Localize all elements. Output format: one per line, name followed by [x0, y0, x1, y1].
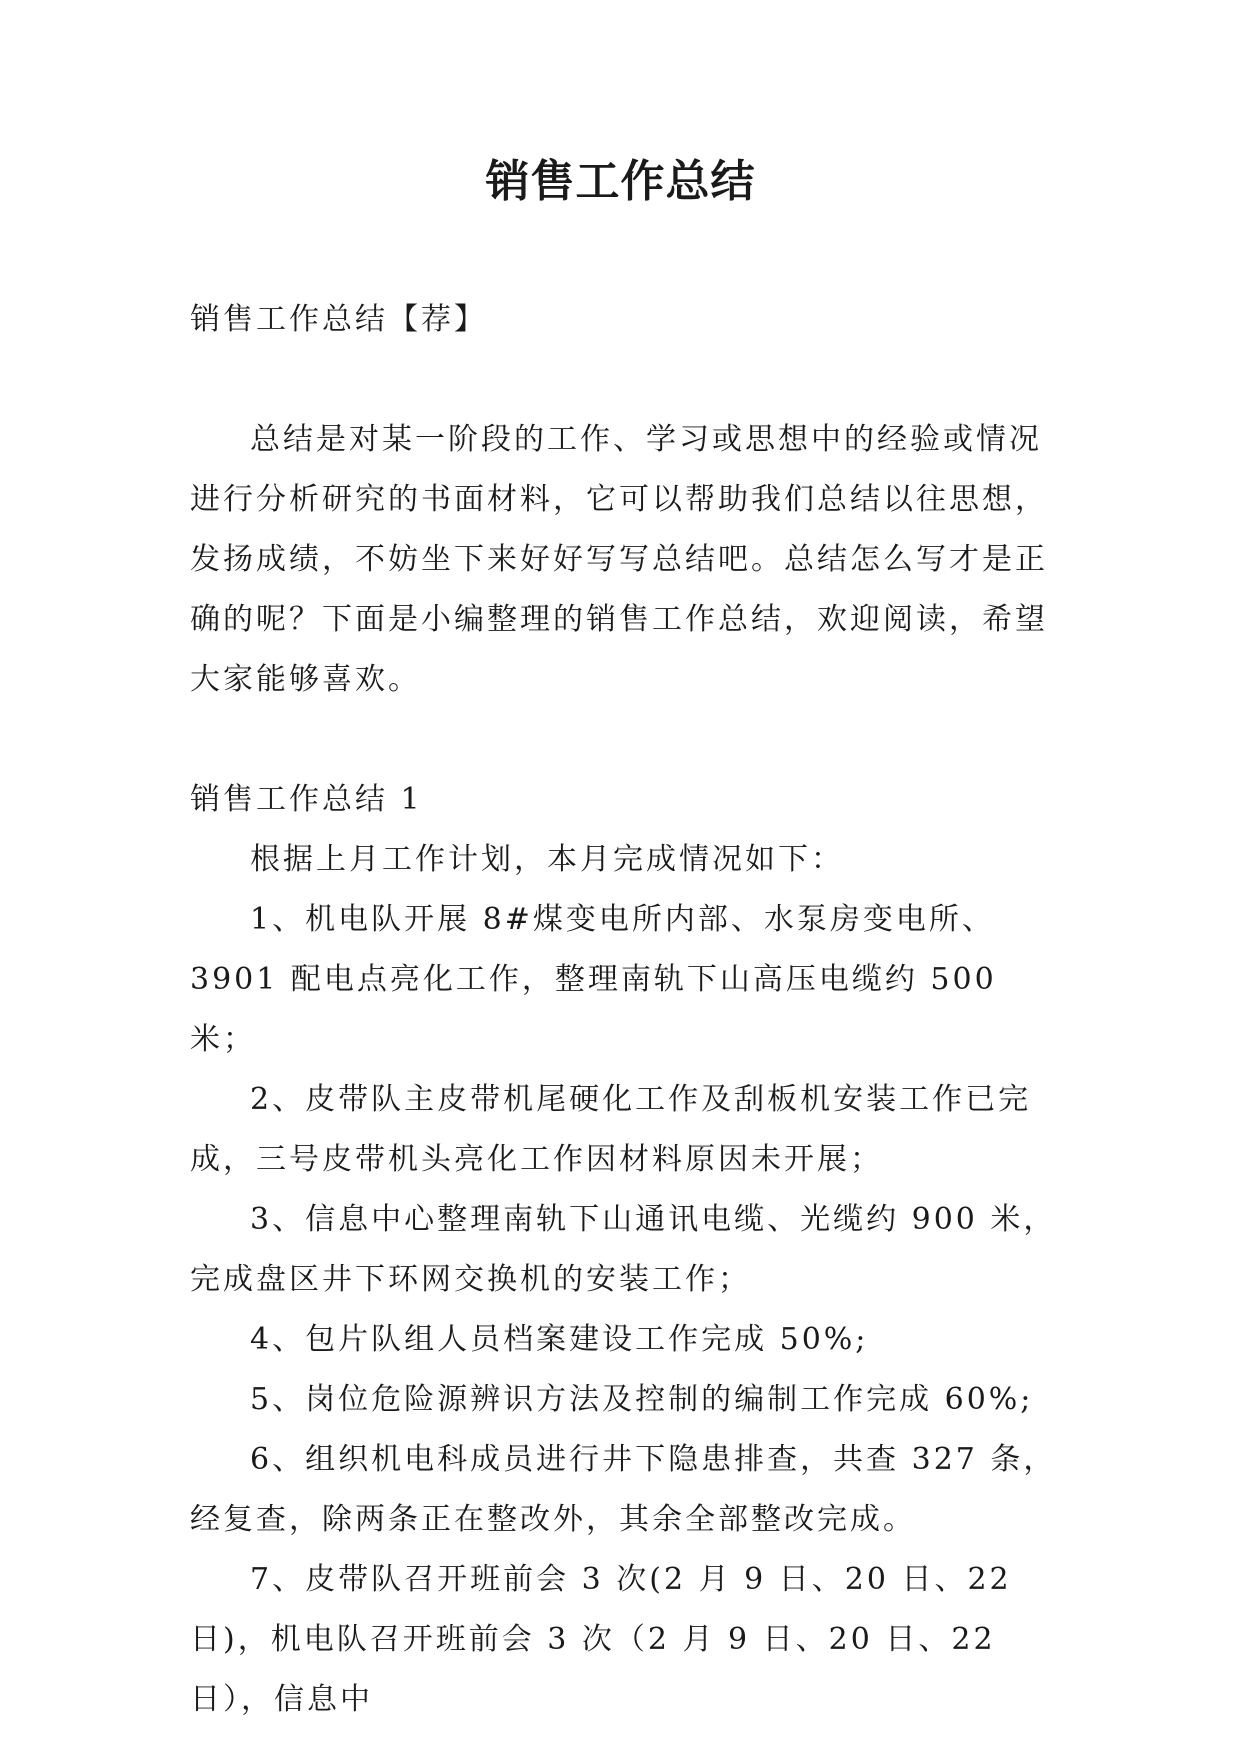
document-body — [190, 290, 1060, 1730]
lead-paragraph: 根据上月工作计划，本月完成情况如下： — [250, 842, 844, 877]
document-title: 销售工作总结 — [485, 156, 756, 207]
intro-paragraph: 总结是对某一阶段的工作、学习或思想中的经验或情况进行分析研究的书面材料，它可以帮助我们总结以往思想，发扬成绩，不妨坐下来好好写写总结吧。总结怎么写才是正确的呢？下面是小编整理的销售工作总结，欢迎阅读，希望大家能够喜欢。 — [190, 422, 1048, 697]
list-item: 1、机电队开展 8#煤变电所内部、水泵房变电所、3901 配电点亮化工作，整理南轨下山高压电缆约 500 米； — [190, 902, 997, 1057]
section-heading: 销售工作总结 1 — [190, 782, 423, 817]
document-subtitle: 销售工作总结【荐】 — [190, 302, 487, 337]
list-item: 2、皮带队主皮带机尾硬化工作及刮板机安装工作已完成，三号皮带机头亮化工作因材料原因未开展； — [190, 1082, 1032, 1177]
list-item: 6、组织机电科成员进行井下隐患排查，共查 327 条，经复查，除两条正在整改外，其余全部整改完成。 — [190, 1442, 1057, 1537]
list-item: 3、信息中心整理南轨下山通讯电缆、光缆约 900 米，完成盘区井下环网交换机的安装工作； — [190, 1202, 1057, 1297]
list-item: 5、岗位危险源辨识方法及控制的编制工作完成 60%; — [250, 1382, 1034, 1417]
list-item: 7、皮带队召开班前会 3 次(2 月 9 日、20 日、22 日)，机电队召开班前会 3 次（2 月 9 日、20 日、22 日），信息中 — [190, 1562, 1012, 1717]
list-item: 4、包片队组人员档案建设工作完成 50%; — [250, 1322, 869, 1357]
